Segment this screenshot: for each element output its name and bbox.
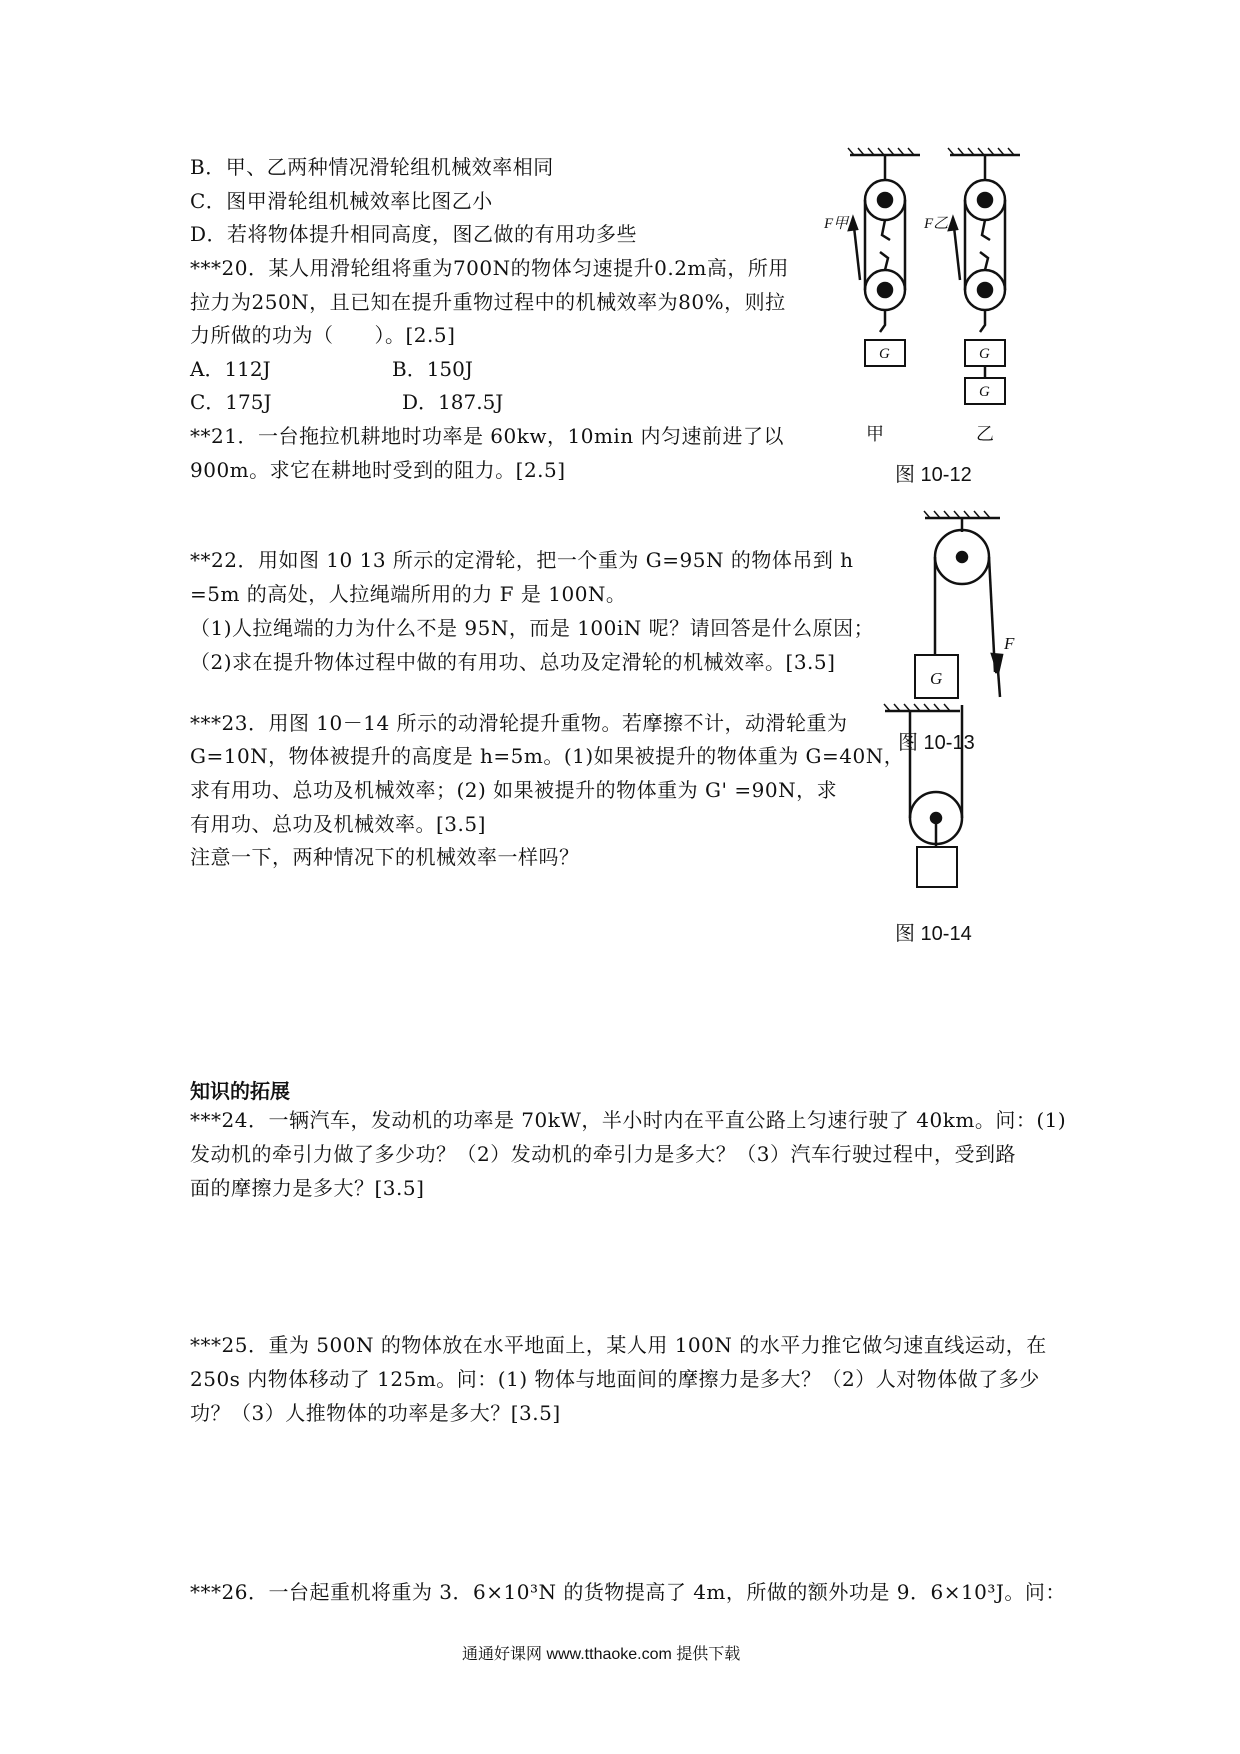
figure-13-f-label: F (1004, 634, 1015, 653)
figure-12-caption: 图 10-12 (895, 464, 972, 486)
figure-13-g-label: G (930, 669, 943, 688)
q23-line3: 求有用功、总功及机械效率；(2) 如果被提升的物体重为 G' =90N，求 (190, 778, 838, 802)
q23-line2: G=10N，物体被提升的高度是 h=5m。(1)如果被提升的物体重为 G=40N， (190, 744, 905, 768)
figure-13-caption: 图 10-13 (898, 732, 975, 754)
q22-line4: （2)求在提升物体过程中做的有用功、总功及定滑轮的机械效率。[3.5] (190, 650, 836, 674)
q23-line1: ***23．用图 10－14 所示的动滑轮提升重物。若摩擦不计，动滑轮重为 (190, 711, 848, 735)
q22-line1: **22．用如图 10 13 所示的定滑轮，把一个重为 G=95N 的物体吊到 h (190, 548, 854, 572)
figure-12-g-label-jia: G (879, 346, 890, 362)
option-c-text: C．图甲滑轮组机械效率比图乙小 (190, 189, 493, 213)
q20-option-a: A．112J (190, 357, 271, 381)
figure-12-label-jia: 甲 (866, 424, 884, 444)
q22-line2: =5m 的高处，人拉绳端所用的力 F 是 100N。 (190, 582, 627, 606)
pulley-system-jia (848, 148, 920, 366)
q20-line1: ***20．某人用滑轮组将重为700N的物体匀速提升0.2m高，所用 (190, 256, 789, 280)
q24-line1: ***24．一辆汽车，发动机的功率是 70kW，半小时内在平直公路上匀速行驶了 40km。问：(1) (190, 1108, 1067, 1132)
figure-12-label-yi: 乙 (976, 424, 994, 444)
option-b-text: B．甲、乙两种情况滑轮组机械效率相同 (190, 155, 554, 179)
figure-12-f-yi-label: F乙 (924, 216, 949, 232)
q21-line1: **21．一台拖拉机耕地时功率是 60kw，10min 内匀速前进了以 (190, 424, 785, 448)
q20-line2: 拉力为250N，且已知在提升重物过程中的机械效率为80%，则拉 (190, 290, 786, 314)
q22-line3: （1)人拉绳端的力为什么不是 95N，而是 100iN 呢？请回答是什么原因； (190, 616, 875, 640)
q25-line3: 功？（3）人推物体的功率是多大？[3.5] (190, 1401, 561, 1425)
figure-12-g-label-yi-1: G (979, 346, 990, 362)
section-heading: 知识的拓展 (190, 1079, 290, 1103)
figure-12-f-jia-label: F甲 (824, 216, 849, 232)
option-d-text: D．若将物体提升相同高度，图乙做的有用功多些 (190, 222, 638, 246)
q20-option-c: C．175J (190, 390, 272, 414)
q23-line4: 有用功、总功及机械效率。[3.5] (190, 812, 486, 836)
q21-line2: 900m。求它在耕地时受到的阻力。[2.5] (190, 458, 566, 482)
q23-line5: 注意一下，两种情况下的机械效率一样吗？ (190, 845, 580, 869)
pulley-system-yi (948, 148, 1020, 404)
q24-line3: 面的摩擦力是多大？[3.5] (190, 1176, 425, 1200)
q26-line1: ***26．一台起重机将重为 3．6×10³N 的货物提高了 4m，所做的额外功是 9．6×10³J。问： (190, 1580, 1066, 1604)
q24-line2: 发动机的牵引力做了多少功？（2）发动机的牵引力是多大？（3）汽车行驶过程中，受到路 (190, 1142, 1016, 1166)
q20-option-b: B．150J (392, 357, 473, 381)
figure-10-14 (880, 705, 1010, 905)
q25-line1: ***25．重为 500N 的物体放在水平地面上，某人用 100N 的水平力推它做匀速直线运动，在 (190, 1333, 1047, 1357)
page-footer: 通通好课网 www.tthaoke.com 提供下载 (462, 1646, 741, 1663)
figure-14-caption: 图 10-14 (895, 923, 972, 945)
figure-10-13 (900, 512, 1030, 712)
q20-line3: 力所做的功为（ ）。[2.5] (190, 323, 456, 347)
figure-10-12 (820, 150, 1040, 480)
q20-option-d: D．187.5J (402, 390, 504, 414)
figure-12-g-label-yi-2: G (979, 384, 990, 400)
q25-line2: 250s 内物体移动了 125m。问：(1) 物体与地面间的摩擦力是多大？（2）人对物体做了多少 (190, 1367, 1040, 1391)
